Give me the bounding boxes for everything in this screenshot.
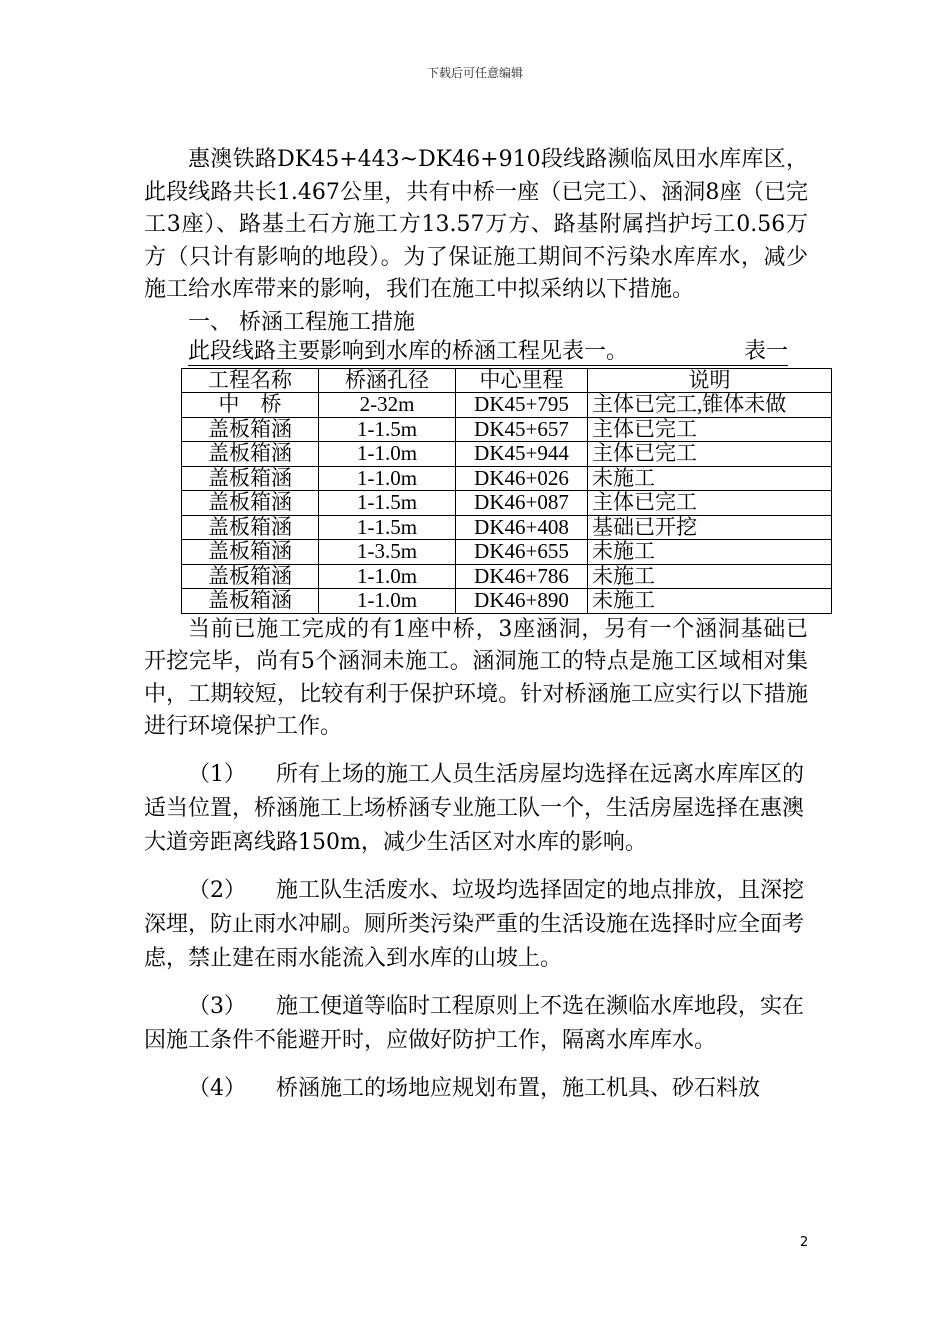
table-caption-label: 表一 (743, 338, 788, 364)
item-number: （2） (188, 877, 246, 903)
table-cell: 盖板箱涵 (182, 466, 319, 491)
table-cell: 主体已完工,锥体未做 (588, 393, 832, 418)
column-header: 工程名称 (182, 368, 319, 393)
table-cell: 未施工 (588, 564, 832, 589)
table-cell: DK46+890 (456, 589, 588, 614)
table-row (182, 564, 832, 589)
table-row (182, 417, 832, 442)
table-cell: 主体已完工 (588, 442, 832, 467)
page-content (144, 144, 808, 1106)
item-text: 桥涵施工的场地应规划布置，施工机具、砂石料放 (276, 1075, 761, 1101)
table-cell: 盖板箱涵 (182, 540, 319, 565)
table-cell: DK45+944 (456, 442, 588, 467)
table-row (182, 589, 832, 614)
table-cell: 1-3.5m (319, 540, 456, 565)
item-text: 所有上场的施工人员生活房屋均选择在远离水库库区的适当位置，桥涵施工上场桥涵专业施工队一个，生活房屋选择在惠澳大道旁距离线路150m，减少生活区对水库的影响。 (144, 761, 805, 855)
measure-item-1 (144, 758, 808, 860)
table-cell: DK45+657 (456, 417, 588, 442)
table-cell: 1-1.0m (319, 442, 456, 467)
table-cell: 1-1.5m (319, 491, 456, 516)
table-row (182, 466, 832, 491)
intro-paragraph: 惠澳铁路DK45+443~DK46+910段线路濒临凤田水库库区，此段线路共长1.467公里，共有中桥一座（已完工）、涵洞8座（已完工3座）、路基土石方施工方13.57万方、路基附属挡护圬工0.56万方（只计有影响的地段）。为了保证施工期间不污染水库库水，减少施工给水库带来的影响，我们在施工中拟采纳以下措施。 (144, 147, 808, 302)
table-cell: 2-32m (319, 393, 456, 418)
item-number: （1） (188, 761, 246, 787)
table-caption (188, 339, 788, 366)
measure-item-3 (144, 990, 808, 1058)
measure-item-4 (144, 1072, 808, 1106)
table-cell: DK46+786 (456, 564, 588, 589)
table-row (182, 515, 832, 540)
table-header-row (182, 368, 832, 393)
table-caption-text: 此段线路主要影响到水库的桥涵工程见表一。 (188, 338, 629, 364)
table-cell: 未施工 (588, 589, 832, 614)
column-header: 中心里程 (456, 368, 588, 393)
column-header: 说明 (588, 368, 832, 393)
table-cell: 盖板箱涵 (182, 515, 319, 540)
table-row (182, 442, 832, 467)
page-number: 2 (800, 1235, 809, 1250)
table-row (182, 491, 832, 516)
table-cell: 盖板箱涵 (182, 442, 319, 467)
item-number: （3） (188, 993, 246, 1019)
table-cell: DK45+795 (456, 393, 588, 418)
table-cell: DK46+408 (456, 515, 588, 540)
table-cell: 1-1.0m (319, 466, 456, 491)
table-cell: DK46+026 (456, 466, 588, 491)
table-cell: 未施工 (588, 540, 832, 565)
table-cell: 基础已开挖 (588, 515, 832, 540)
table-cell: 1-1.5m (319, 417, 456, 442)
table-cell: 1-1.0m (319, 564, 456, 589)
column-header: 桥涵孔径 (319, 368, 456, 393)
table-row (182, 540, 832, 565)
table-cell: 盖板箱涵 (182, 564, 319, 589)
table-cell: 1-1.0m (319, 589, 456, 614)
table-cell: 中 桥 (182, 393, 319, 418)
bridge-culvert-table (181, 368, 832, 614)
item-text: 施工队生活废水、垃圾均选择固定的地点排放，且深挖深埋，防止雨水冲刷。厕所类污染严重的生活设施在选择时应全面考虑，禁止建在雨水能流入到水库的山坡上。 (144, 877, 805, 971)
table-cell: 主体已完工 (588, 491, 832, 516)
summary-paragraph: 当前已施工完成的有1座中桥，3座涵洞，另有一个涵洞基础已开挖完毕，尚有5个涵洞未施工。涵洞施工的特点是施工区域相对集中，工期较短，比较有利于保护环境。针对桥涵施工应实行以下措施进行环境保护工作。 (144, 616, 808, 739)
table-cell: 盖板箱涵 (182, 589, 319, 614)
measure-item-2 (144, 874, 808, 976)
table-cell: 未施工 (588, 466, 832, 491)
table-cell: 1-1.5m (319, 515, 456, 540)
item-number: （4） (188, 1075, 246, 1101)
table-cell: DK46+655 (456, 540, 588, 565)
table-cell: 盖板箱涵 (182, 491, 319, 516)
table-cell: DK46+087 (456, 491, 588, 516)
section-heading: 一、 桥涵工程施工措施 (188, 309, 415, 335)
item-text: 施工便道等临时工程原则上不选在濒临水库地段，实在因施工条件不能避开时，应做好防护工作，隔离水库库水。 (144, 993, 805, 1053)
table-cell: 盖板箱涵 (182, 417, 319, 442)
table-cell: 主体已完工 (588, 417, 832, 442)
page-header: 下载后可任意编辑 (426, 66, 523, 80)
table-row (182, 393, 832, 418)
